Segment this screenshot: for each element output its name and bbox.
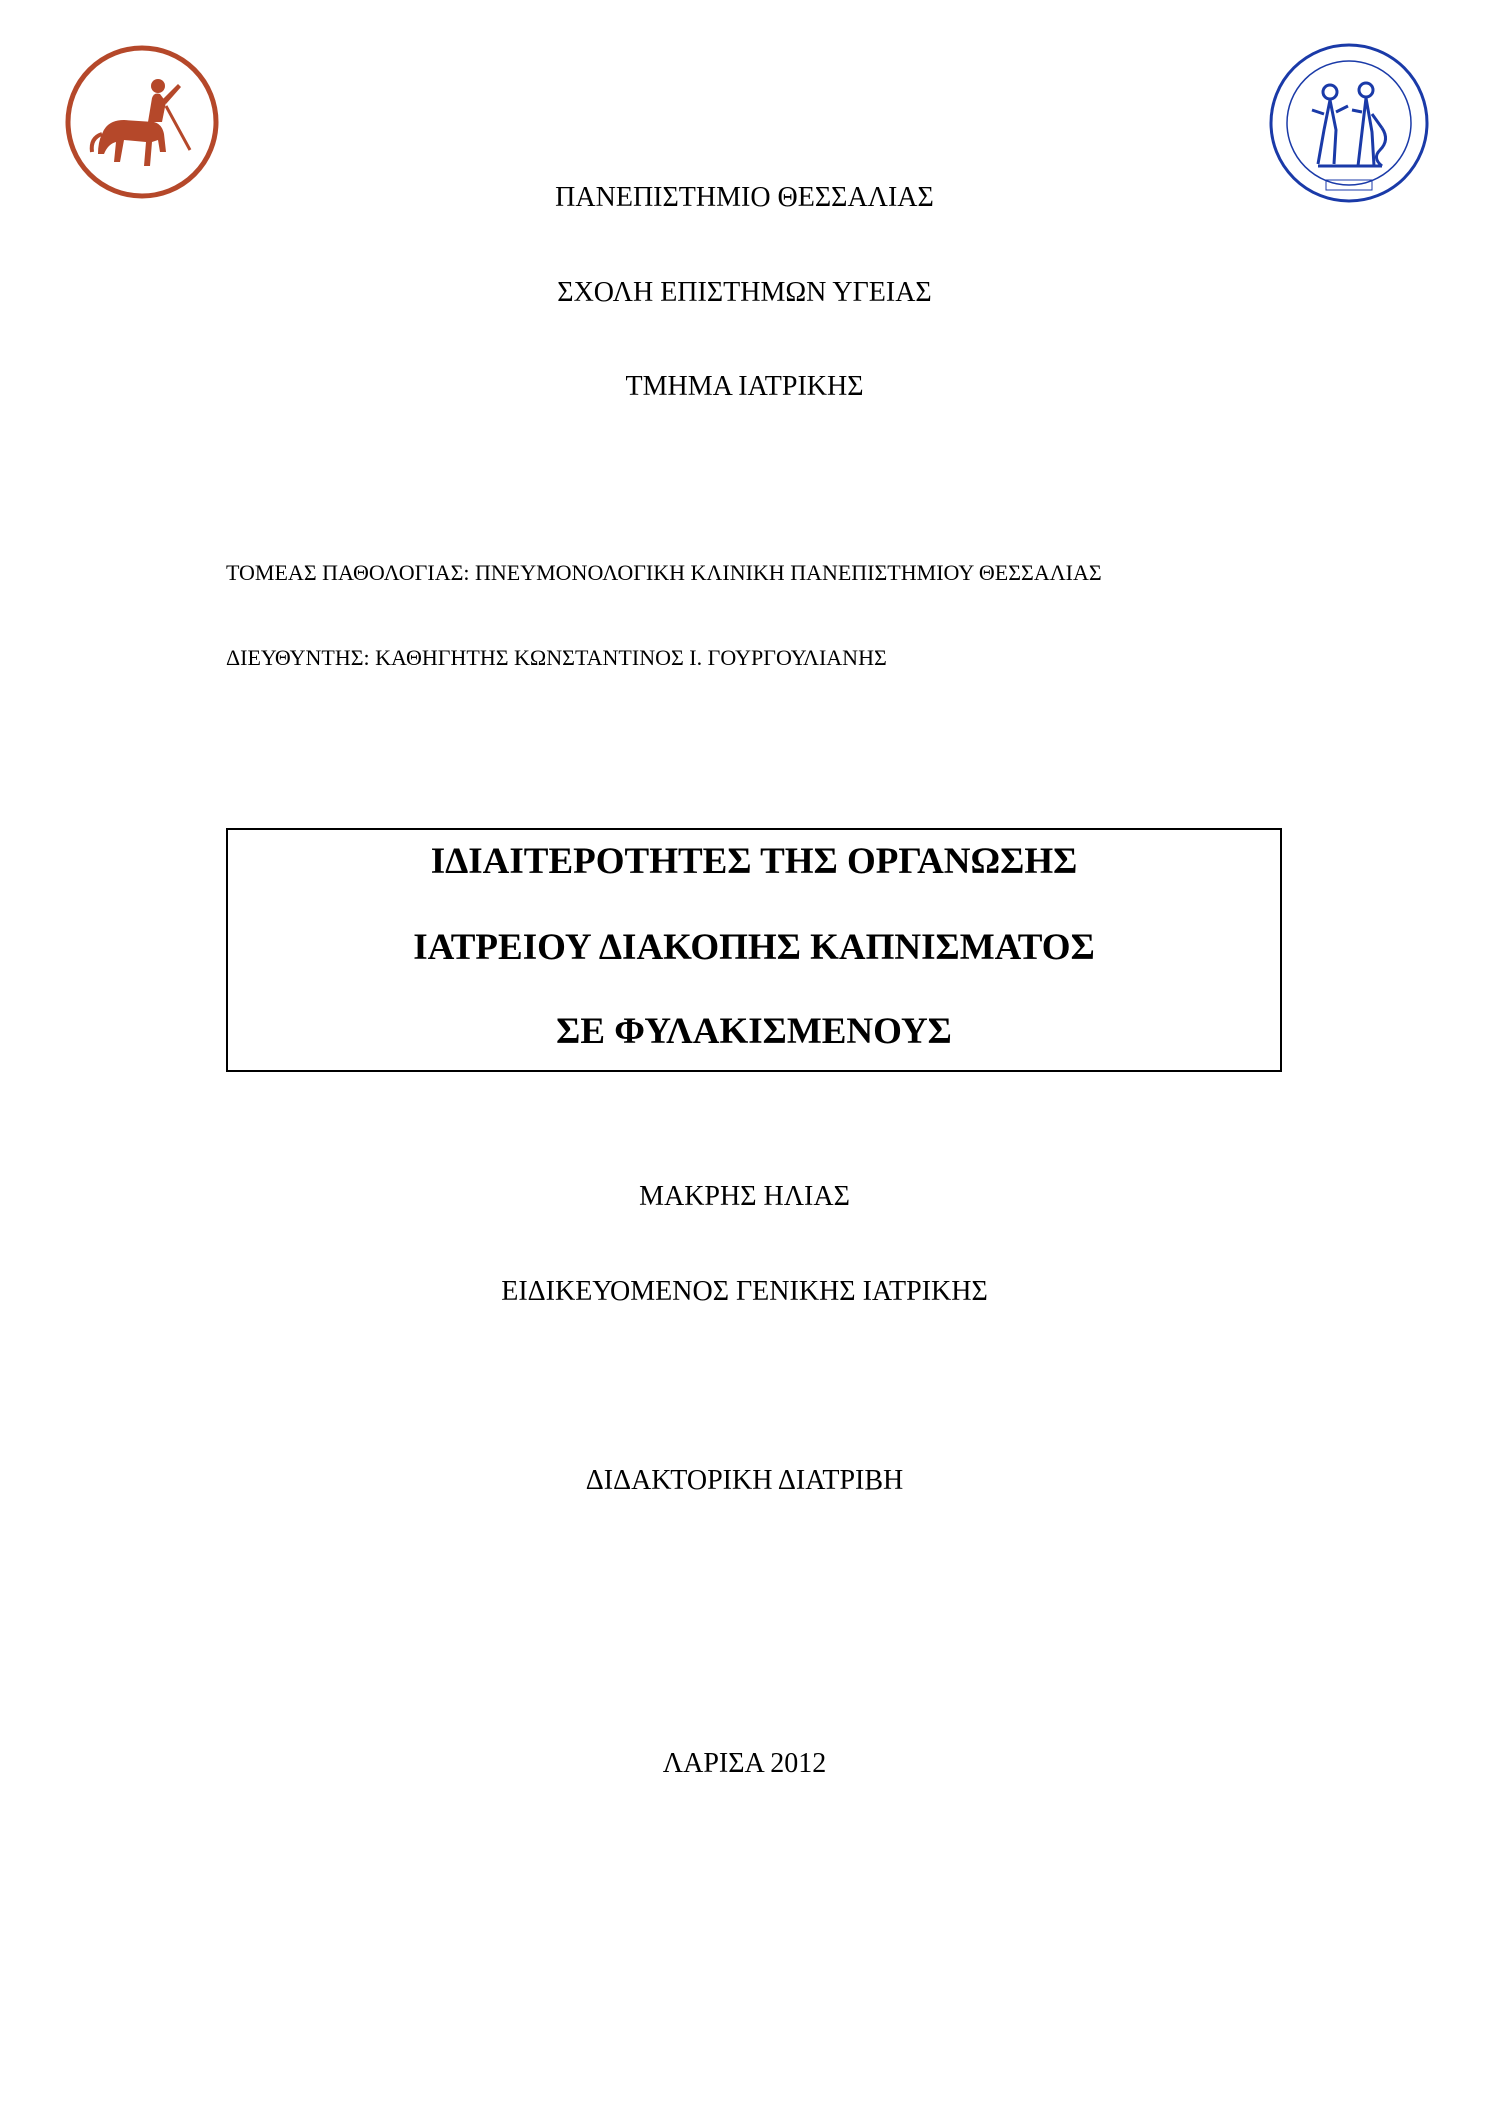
thesis-title-box — [226, 828, 1282, 1072]
author-role: ΕΙΔΙΚΕΥΟΜΕΝΟΣ ΓΕΝΙΚΗΣ ΙΑΤΡΙΚΗΣ — [501, 1276, 988, 1307]
sector-line: ΤΟΜΕΑΣ ΠΑΘΟΛΟΓΙΑΣ: ΠΝΕΥΜΟΝΟΛΟΓΙΚΗ ΚΛΙΝΙΚΗ ΠΑΝΕΠΙΣΤΗΜΙΟΥ ΘΕΣΣΑΛΙΑΣ — [226, 560, 1102, 585]
thesis-title-line-2: ΙΑΤΡΕΙΟΥ ΔΙΑΚΟΠΗΣ ΚΑΠΝΙΣΜΑΤΟΣ — [413, 927, 1095, 968]
place-year: ΛΑΡΙΣΑ 2012 — [662, 1748, 827, 1779]
thesis-title-line-3: ΣΕ ΦΥΛΑΚΙΣΜΕΝΟΥΣ — [556, 1011, 952, 1052]
school-name: ΣΧΟΛΗ ΕΠΙΣΤΗΜΩΝ ΥΓΕΙΑΣ — [557, 277, 932, 308]
director-line: ΔΙΕΥΘΥΝΤΗΣ: ΚΑΘΗΓΗΤΗΣ ΚΩΝΣΤΑΝΤΙΝΟΣ Ι. ΓΟΥΡΓΟΥΛΙΑΝΗΣ — [226, 645, 887, 670]
university-thessaly-logo-icon — [62, 42, 222, 202]
department-name: ΤΜΗΜΑ ΙΑΤΡΙΚΗΣ — [625, 371, 864, 402]
document-type: ΔΙΔΑΚΤΟΡΙΚΗ ΔΙΑΤΡΙΒΗ — [585, 1465, 904, 1496]
thesis-title-line-1: ΙΔΙΑΙΤΕΡΟΤΗΤΕΣ ΤΗΣ ΟΡΓΑΝΩΣΗΣ — [430, 841, 1078, 882]
author-name: ΜΑΚΡΗΣ ΗΛΙΑΣ — [639, 1181, 850, 1212]
university-name: ΠΑΝΕΠΙΣΤΗΜΙΟ ΘΕΣΣΑΛΙΑΣ — [555, 182, 934, 213]
